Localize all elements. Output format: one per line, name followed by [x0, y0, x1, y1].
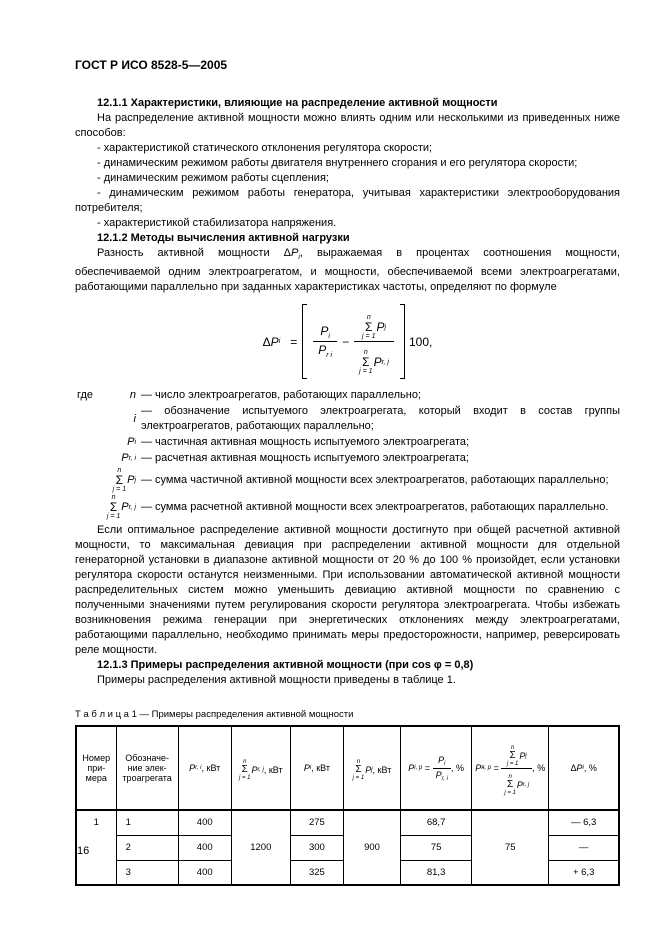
header-partial-power: P i , кВт — [290, 726, 343, 810]
equals-sign: = — [290, 334, 298, 349]
sum-symbol: n Σ j = 1 — [362, 314, 376, 340]
header-total-power-ratio: P я, р = n Σ j = 1 P j n Σ j = 1 P r, j , % — [472, 726, 549, 810]
intro-text-before: Разность активной мощности — [97, 247, 284, 259]
cell-unit-power-ratio: 75 — [401, 835, 472, 860]
list-item-governor-droop: - характеристикой статического отклонения регулятора скорости; — [97, 142, 433, 154]
delta-symbol: Δ — [262, 334, 271, 349]
paragraph-12-1-2-intro — [75, 246, 620, 295]
cell-total-power-ratio: 75 — [472, 810, 549, 885]
paragraph-12-1-3-intro: Примеры распределения активной мощности приведены в таблице 1. — [97, 674, 456, 686]
cell-partial-power: 325 — [290, 860, 343, 885]
cell-power-difference: — — [549, 835, 619, 860]
paragraph-12-1-1-intro: На распределение активной мощности можно влиять одним или несколькими из приведенных ниже способов: — [75, 112, 620, 139]
cell-designation: 2 — [116, 835, 178, 860]
list-item-voltage-regulator: - характеристикой стабилизатора напряжения. — [97, 217, 337, 229]
multiplier-100: 100, — [408, 334, 433, 349]
fraction-unit-power — [313, 323, 337, 360]
power-symbol: P — [270, 334, 279, 349]
document-title: ГОСТ Р ИСО 8528-5—2005 — [75, 58, 228, 72]
section-heading-12-1-2: 12.1.2 Методы вычисления активной нагрузки — [97, 232, 350, 244]
cell-partial-power: 300 — [290, 835, 343, 860]
section-heading-12-1-3: 12.1.3 Примеры распределения активной мощности (при cos φ = 0,8) — [97, 659, 474, 671]
term-sum-pj: n Σ j = 1 P j — [112, 467, 136, 493]
list-item-coupling-dynamic: - динамическим режимом работы сцепления; — [97, 172, 329, 184]
definition-sum-pj: n Σ j = 1 P j — сумма частичной активной мощности всех электроагрегатов, работающих параллельно; — [75, 467, 620, 493]
cell-unit-power-ratio: 68,7 — [401, 810, 472, 835]
fraction-denominator: n Σ j = 1 P r, j — [359, 349, 389, 375]
minus-sign: − — [342, 334, 350, 349]
sum-symbol: n Σ j = 1 — [352, 759, 365, 781]
power-difference-formula — [75, 304, 620, 379]
term-i: i — [133, 412, 136, 425]
fraction-numerator: $P_i$ — [313, 323, 337, 342]
cell-power-difference: + 6,3 — [549, 860, 619, 885]
cell-sum-rated-power: 1200 — [231, 810, 290, 885]
table-row — [76, 810, 619, 835]
cell-rated-power: 400 — [178, 835, 231, 860]
left-bracket — [302, 304, 307, 379]
cell-power-difference: — 6,3 — [549, 810, 619, 835]
cell-designation: 1 — [116, 810, 178, 835]
fraction-numerator: n Σ j = 1 P j — [354, 307, 394, 342]
cell-partial-power: 275 — [290, 810, 343, 835]
sum-symbol: n Σ j = 1 — [238, 759, 251, 781]
cell-example-number: 1 — [76, 810, 116, 885]
cell-unit-power-ratio: 81,3 — [401, 860, 472, 885]
header-power-difference: Δ P i , % — [549, 726, 619, 810]
term-pi: P i — [127, 436, 136, 448]
symbol-definitions — [75, 388, 620, 520]
definition-sum-prj: n Σ j = 1 P r, j — сумма расчетной активной мощности всех электроагрегатов, работающих параллельно. — [75, 494, 620, 520]
header-fraction: $\frac{P_i}{P_{r, i}}$ — [433, 754, 451, 783]
header-genset-designation: Обозначе- ние элек- троагрегата — [116, 726, 178, 810]
header-unit-power-ratio: P i, р = $\frac{P_i}{P_{r, i}}$ , % — [401, 726, 472, 810]
cell-rated-power: 400 — [178, 810, 231, 835]
term-pri: P r, i — [121, 452, 136, 464]
cell-rated-power: 400 — [178, 860, 231, 885]
equation-bracket-content — [311, 304, 396, 379]
sum-symbol: n Σ j = 1 — [106, 494, 121, 520]
equation — [263, 304, 433, 379]
power-symbol: P — [291, 247, 299, 259]
header-sum-rated-power: n Σ j = 1 P r, j , кВт — [231, 726, 290, 810]
definition-n: где n — число электроагрегатов, работающих параллельно; — [77, 389, 422, 401]
term-n: n — [129, 389, 136, 401]
term-sum-prj: n Σ j = 1 P r, j — [106, 494, 136, 520]
table-caption: Т а б л и ц а 1 — Примеры распределения активной мощности — [75, 709, 354, 720]
delta-symbol: Δ — [283, 247, 291, 259]
power-subscript: i — [298, 254, 300, 261]
list-item-generator-dynamic: - динамическим режимом работы генератора, учитывая характеристики электрооборудования потребителя; — [75, 187, 620, 214]
fraction-denominator: $P_{r i}$ — [318, 343, 333, 359]
sum-symbol: n Σ j = 1 — [112, 467, 127, 493]
definition-i: i — обозначение испытуемого электроагрегата, который входит в состав группы электроагрегатов, работающих параллельно; — [75, 404, 620, 434]
section-heading-12-1-1: 12.1.1 Характеристики, влияющие на распределение активной мощности — [97, 97, 498, 109]
header-example-number: Номер при- мера — [76, 726, 116, 810]
header-rated-power: P r, i , кВт — [178, 726, 231, 810]
cell-sum-partial-power: 900 — [343, 810, 400, 885]
sum-symbol: n Σ j = 1 — [506, 744, 519, 767]
header-sum-partial-power: n Σ j = 1 P j , кВт — [343, 726, 400, 810]
cell-designation: 3 — [116, 860, 178, 885]
table-header-row — [76, 726, 619, 810]
sum-symbol: n Σ j = 1 — [359, 349, 373, 375]
right-bracket — [400, 304, 405, 379]
list-item-engine-dynamic: - динамическим режимом работы двигателя внутреннего сгорания и его регулятора скорости; — [97, 157, 578, 169]
definition-pi: P i — частичная активная мощность испытуемого электроагрегата; — [75, 435, 620, 450]
fraction-total-power — [354, 307, 394, 376]
power-distribution-table — [75, 725, 620, 886]
where-label: где — [77, 389, 94, 401]
power-subscript: i — [278, 338, 281, 345]
equation-lhs — [263, 335, 281, 349]
intro-text-after: , выражаемая в процентах соотношения мощности, обеспечиваемой одним электроагрегатом, и мощности, обеспечиваемой всеми электроагрегатами, работающими параллельно при заданных характеристиках частоты, определяют по формуле — [75, 247, 620, 293]
definition-pri: P r, i — расчетная активная мощность испытуемого электроагрегата; — [75, 451, 620, 466]
paragraph-12-1-2-body: Если оптимальное распределение активной мощности достигнуто при общей расчетной активной мощности, то максимальная девиация при распределении активной мощности для отдельной генераторной установки в диапазоне активной мощности от 20 % до 100 % произойдет, если установки регулятора скорости останутся неизменными. При использовании автоматической активной мощности распределительных систем можно уменьшить девиацию активной мощности по сравнению с полученными значениями путем регулирования скорости регулятора электроагрегата. Чтобы избежать возникновения режима генерации при энергетических отклонениях между электроагрегатами, работающими параллельно, необходимо принимать меры предосторожности, например, реверсировать реле мощности. — [75, 524, 620, 656]
header-fraction: n Σ j = 1 P j n Σ j = 1 P r, j — [501, 740, 532, 797]
sum-symbol: n Σ j = 1 — [504, 773, 516, 796]
page-number: 16 — [77, 845, 90, 857]
